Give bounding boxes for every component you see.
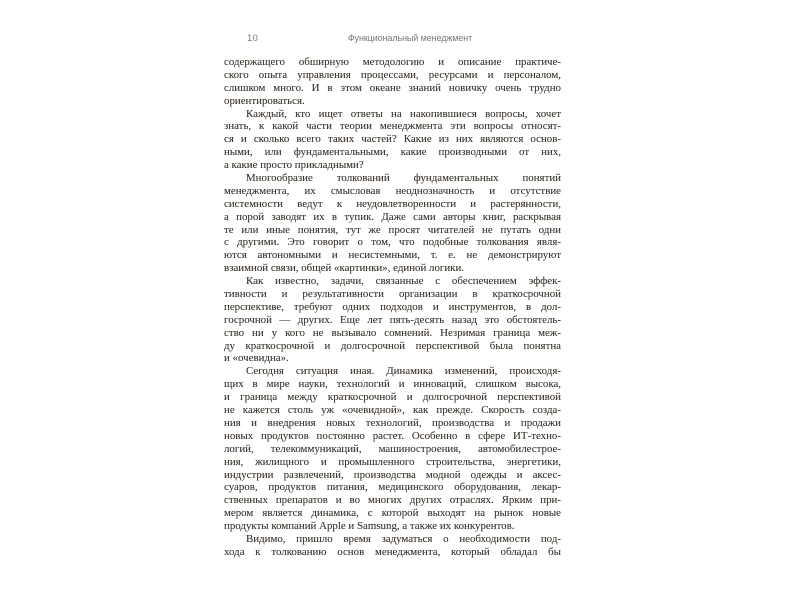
paragraph: [224, 108, 561, 172]
page-text: [224, 56, 561, 559]
text-line: а какие просто прикладными?: [224, 159, 364, 172]
text-line: ются автономными и несистемными, т. е. не демонстрируют: [224, 249, 561, 262]
text-line: взаимной связи, общей «картинки», единой логики.: [224, 262, 465, 275]
text-line: ду краткосрочной и долгосрочной перспективой была понятна: [224, 339, 561, 352]
text-line: ориентироваться.: [224, 94, 305, 107]
text-line: и «очевидна».: [224, 352, 289, 365]
text-line: слишком много. И в этом океане знаний новичку очень трудно: [224, 81, 561, 94]
paragraph: [224, 56, 561, 108]
text-line: мером является динамика, с которой выходят на рынок новые: [224, 507, 561, 520]
text-line: с другими. Это говорит о том, что подобные толкования явля-: [224, 236, 561, 249]
text-line: продукты компаний Apple и Samsung, а также их конкурентов.: [224, 520, 515, 533]
text-line: Видимо, пришло время задуматься о необходимости под-: [246, 532, 561, 545]
text-line: и граница между краткосрочной и долгосрочной перспективой: [224, 391, 561, 404]
text-line: перспективе, требуют одних подходов и инструментов, в дол-: [224, 300, 561, 313]
text-line: те или иные понятия, тут же просят читателей не путать одни: [224, 223, 561, 236]
text-line: ственных препаратов и во многих других отраслях. Ярким при-: [224, 494, 561, 507]
text-line: новых продуктов постоянно растет. Особенно в сфере ИТ-техно-: [224, 429, 561, 442]
text-line: хода к толкованию основ менеджмента, который обладал бы: [224, 545, 561, 558]
paragraph: [224, 275, 561, 365]
text-line: Многообразие толкований фундаментальных понятий: [246, 172, 561, 185]
text-line: знать, к какой части теории менеджмента эти вопросы относят-: [224, 120, 561, 133]
text-line: тивности и результативности организации в краткосрочной: [224, 288, 561, 301]
text-line: госрочной — других. Еще лет пять-десять назад это обстоятель-: [224, 313, 561, 326]
text-line: Сегодня ситуация иная. Динамика изменений, происходя-: [246, 365, 561, 378]
text-line: щих в мире науки, технологий и инноваций, слишком высока,: [224, 378, 561, 391]
text-line: ского опыта управления процессами, ресурсами и персоналом,: [224, 68, 561, 81]
text-line: ния и внедрения новых технологий, производства и продажи: [224, 416, 561, 429]
text-line: содержащего обширную методологию и описание практиче-: [224, 56, 561, 68]
paragraph: [224, 365, 561, 533]
text-line: системности ведут к неудовлетворенности и растерянности,: [224, 197, 561, 210]
text-line: логий, телекоммуникаций, машиностроения, автомобилестрое-: [224, 442, 561, 455]
text-line: ся и сколько всего таких частей? Какие из них являются основ-: [224, 133, 561, 146]
text-line: ния, жилищного и промышленного строительства, энергетики,: [224, 455, 561, 468]
running-head: Функциональный менеджмент: [347, 33, 473, 43]
paragraph: [224, 533, 561, 559]
text-line: а порой заводят их в тупик. Даже сами авторы книг, раскрывая: [224, 210, 561, 223]
page-number: 10: [247, 33, 259, 44]
text-line: ными, или фундаментальными, какие производными от них,: [224, 146, 561, 159]
text-line: индустрии развлечений, производства модной одежды и аксес-: [224, 468, 561, 481]
text-line: менеджмента, их смысловая неоднозначность и отсутствие: [224, 184, 561, 197]
text-line: Каждый, кто ищет ответы на накопившиеся вопросы, хочет: [246, 107, 561, 120]
text-line: Как известно, задачи, связанные с обеспечением эффек-: [246, 275, 561, 288]
text-line: не кажется столь уж «очевидной», как прежде. Скорость созда-: [224, 404, 561, 417]
text-line: суаров, продуктов питания, медицинского оборудования, лекар-: [224, 481, 561, 494]
text-line: ство ни у кого не вызывало сомнений. Незримая граница меж-: [224, 326, 561, 339]
paragraph: [224, 172, 561, 275]
